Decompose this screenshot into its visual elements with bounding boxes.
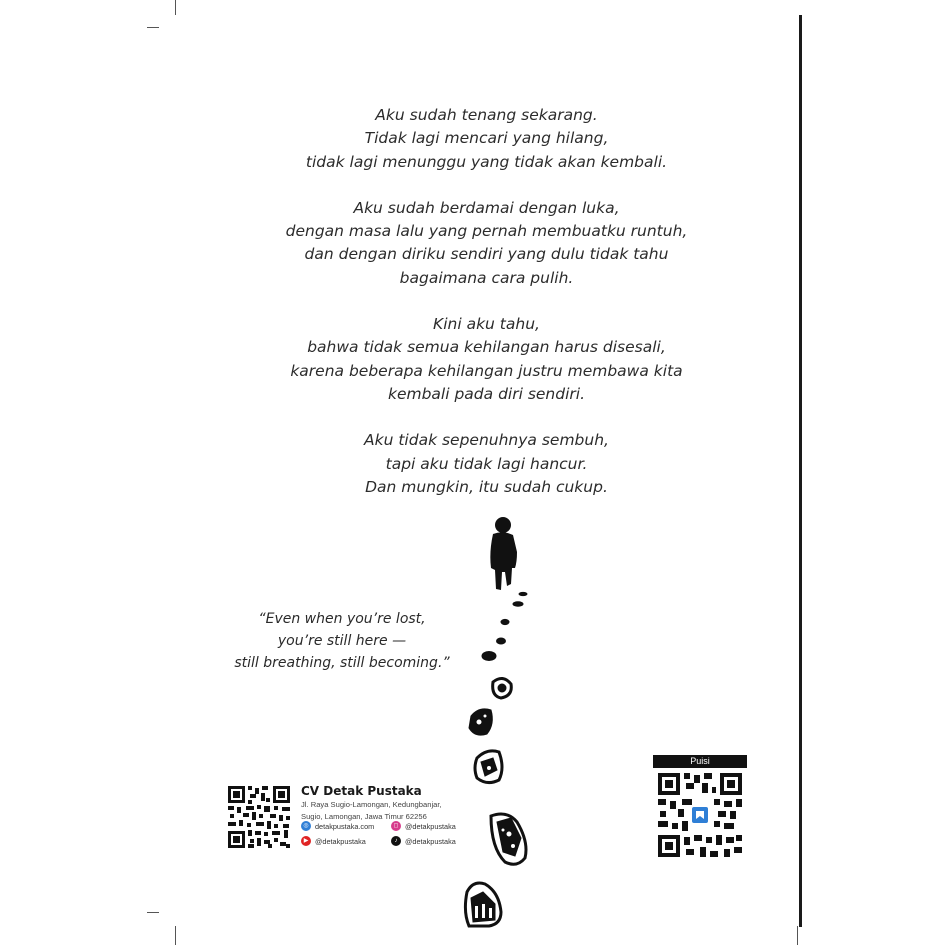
crop-mark	[175, 0, 176, 15]
publisher-qr-code[interactable]	[228, 786, 290, 848]
category-label: Puisi	[653, 755, 747, 768]
poem-stanza	[220, 429, 753, 499]
poem-line: karena beberapa kehilangan justru membawa kita	[290, 361, 683, 380]
website-link[interactable]	[301, 821, 374, 831]
publisher-name: CV Detak Pustaka	[301, 784, 422, 798]
crop-mark	[797, 926, 798, 945]
poem-stanza	[220, 197, 753, 290]
quote-line: you’re still here —	[277, 633, 407, 649]
poem	[220, 104, 753, 522]
instagram-handle: @detakpustaka	[405, 821, 456, 831]
category-qr-block	[653, 755, 747, 859]
tiktok-icon: ♪	[391, 836, 401, 846]
poem-line: Aku tidak sepenuhnya sembuh,	[364, 431, 609, 450]
instagram-link[interactable]	[391, 821, 456, 831]
poem-line: dan dengan diriku sendiri yang dulu tidak tahu	[304, 245, 669, 264]
publisher-address	[301, 799, 442, 822]
poem-stanza	[220, 104, 753, 174]
poem-line: Dan mungkin, itu sudah cukup.	[365, 477, 608, 496]
poem-line: bahwa tidak semua kehilangan harus disesali,	[307, 338, 666, 357]
address-line: Jl. Raya Sugio-Lamongan, Kedungbanjar,	[301, 800, 442, 809]
instagram-icon: ◻	[391, 821, 401, 831]
youtube-icon: ▶	[301, 836, 311, 846]
publisher-info	[228, 786, 488, 850]
poem-line: kembali pada diri sendiri.	[387, 384, 586, 403]
poem-line: Aku sudah tenang sekarang.	[375, 106, 598, 124]
tiktok-handle: @detakpustaka	[405, 836, 456, 846]
category-qr-code[interactable]	[658, 773, 742, 857]
crop-mark	[175, 926, 176, 945]
quote-line: “Even when you’re lost,	[258, 611, 426, 627]
footstep-stones	[465, 592, 527, 926]
youtube-link[interactable]	[301, 836, 366, 846]
walking-figure	[490, 517, 517, 590]
tiktok-link[interactable]	[391, 836, 456, 846]
website-text: detakpustaka.com	[315, 821, 375, 831]
youtube-handle: @detakpustaka	[315, 836, 366, 846]
poem-line: dengan masa lalu yang pernah membuatku runtuh,	[285, 222, 688, 241]
quote-line: still breathing, still becoming.”	[234, 655, 450, 671]
globe-icon: ◎	[301, 821, 311, 831]
poem-line: Kini aku tahu,	[433, 315, 540, 334]
poem-line: Tidak lagi mencari yang hilang,	[364, 129, 609, 148]
page-edge-line	[799, 15, 802, 927]
poem-line: tapi aku tidak lagi hancur.	[385, 454, 588, 473]
poem-line: bagaimana cara pulih.	[399, 268, 574, 287]
address-line: Sugio, Lamongan, Jawa Timur 62256	[301, 811, 427, 821]
poem-stanza	[220, 313, 753, 406]
crop-mark	[147, 912, 159, 913]
pull-quote	[212, 608, 472, 674]
crop-mark	[147, 27, 159, 28]
walking-figure-illustration	[455, 512, 545, 932]
poem-line: tidak lagi menunggu yang tidak akan kembali.	[305, 152, 668, 171]
poem-line: Aku sudah berdamai dengan luka,	[353, 198, 620, 217]
